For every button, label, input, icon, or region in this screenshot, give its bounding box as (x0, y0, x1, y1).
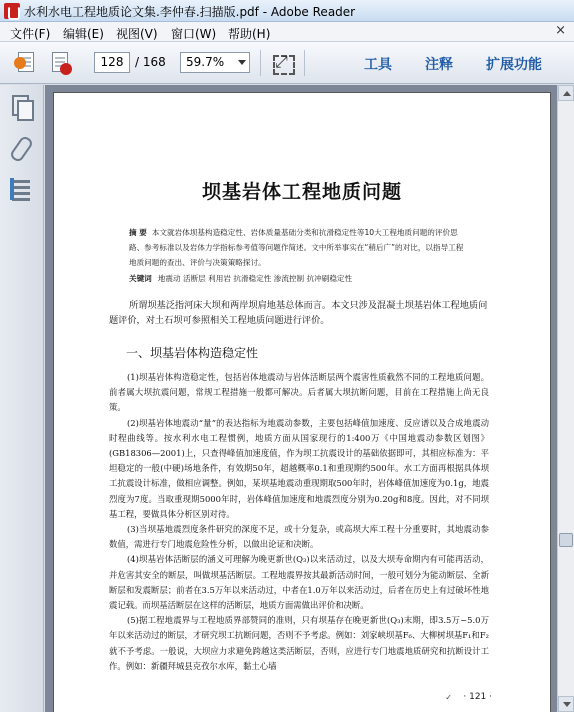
keywords-text: 地震动 活断层 利用岩 抗滑稳定性 渗流控制 抗冲刷稳定性 (157, 274, 353, 283)
zoom-value: 59.7% (186, 55, 225, 69)
attachment-icon[interactable] (10, 136, 32, 160)
bookmarks-icon[interactable] (10, 178, 32, 202)
previous-view-icon[interactable] (14, 51, 40, 75)
fit-window-icon[interactable] (270, 52, 294, 74)
menu-file[interactable]: 文件(F) (10, 27, 51, 41)
document-viewport[interactable] (45, 85, 557, 712)
abstract (129, 225, 469, 270)
toolbar (0, 42, 574, 84)
page-number-input[interactable]: 128 (94, 52, 130, 73)
scroll-thumb[interactable] (559, 533, 573, 547)
page-number: · 121 · (463, 692, 492, 702)
abstract-text: 本文就岩体坝基构造稳定性、岩体质量基础分类和抗滑稳定性等10大工程地质问题的评价思路、参考标准以及岩体力学指标参考值等问题作简述。文中所举事实在“稍后广”的对比，以指导工程地质问题的查出、评价与决策策略探讨。 (129, 228, 464, 267)
pages-icon[interactable] (10, 95, 32, 119)
page-total: / 168 (135, 55, 166, 69)
menu-edit[interactable]: 编辑(E) (63, 27, 104, 41)
keywords (129, 273, 479, 284)
paper-title: 坝基岩体工程地质问题 (201, 181, 402, 203)
scroll-up-icon[interactable] (558, 85, 574, 101)
menu-view[interactable]: 视图(V) (116, 27, 158, 41)
pdf-page (53, 92, 551, 712)
toolbar-separator (260, 50, 261, 76)
body-text (109, 370, 489, 674)
toolbar-separator (304, 50, 305, 76)
paragraph: (1)坝基岩体构造稳定性，包括岩体地震动与岩体活断层两个震害性质截然不同的工程地质问题。前者属大坝抗震问题，常规工程措施一般都可解决。后者属大坝抗断问题，目前在工程措施上尚无良策。 (109, 372, 489, 413)
adobe-reader-icon (4, 3, 20, 19)
title-bar (0, 0, 574, 22)
zoom-select[interactable] (180, 52, 250, 73)
keywords-label: 关键词 (129, 274, 152, 283)
page-mark: ✓ (445, 693, 452, 702)
paragraph: (2)坝基岩体地震动“量”的表达指标为地震动参数，主要包括峰值加速度、反应谱以及合成地震动时程曲线等。按水利水电工程惯例，地质方面从国家现行的1:400万《中国地震动参数区划图》(GB18306—2001)上，只查得峰值加速度值，作为坝工抗震设计的基础依据即可，其相应标准为：平坦稳定的一般(中硬)场地条件，有效期50年，超越概率0.1和重现期约500年。水工方面再根据具体坝工抗震设计标准，做相应调整。例如，某坝基地震动重现期取500年时，岩体峰值加速度为0.1g，地震烈度为7度。当取重现期5000年时，岩体峰值加速度和地震烈度分别为0.20g和8度。因此，对不同坝基工程，要做具体分析区别对待。 (109, 417, 489, 519)
section-title: 一、坝基岩体构造稳定性 (126, 346, 259, 360)
paragraph: (4)坝基岩体活断层的涵义可理解为晚更新世(Q₃)以来活动过，以及大坝寿命期内有可能再活动，并危害其安全的断层，叫做坝基活断层。工程地震界按其最新活动时间，一般可划分为能动断层、全新断层和发震断层；前者在3.5万年以来活动过，中者在1.0万年以来活动过，后者在历史上有过破坏性地震记载。而坝基活断层在这样的活断层，地质方面需做出评价和决断。 (109, 554, 489, 611)
menu-bar (0, 22, 574, 42)
abstract-label: 摘 要 (129, 228, 147, 237)
window-title: 水利水电工程地质论文集.李仲春.扫描版.pdf - Adobe Reader (24, 5, 356, 19)
intro-paragraph: 所谓坝基泛指河床大坝和两岸坝肩地基总体而言。本文只涉及混凝土坝基岩体工程地质问题评价，对土石坝可参照相关工程地质问题进行评价。 (109, 300, 488, 326)
scroll-down-icon[interactable] (558, 696, 574, 712)
next-view-icon[interactable] (48, 51, 74, 75)
chevron-down-icon[interactable] (238, 60, 246, 65)
paragraph: (5)据工程地震界与工程地质界部赞同的准则，只有坝基存在晚更新世(Q₃)末期，即3.5万~5.0万年以来活动过的断层，才研究坝工抗断问题，否则不予考虑。例如：刘家峡坝基F₆、大柳树坝基F₁和F₂就不予考虑。一般说，大坝应力求避免跨越这类活断层，否则，应进行专门地震地质研究和抗断设计工作。例如：新疆拜城县克孜尔水库，黏土心墙 (109, 615, 489, 671)
navigation-panel (0, 85, 44, 712)
extended-button[interactable]: 扩展功能 (486, 57, 542, 73)
comment-button[interactable]: 注释 (425, 57, 453, 73)
tools-button[interactable]: 工具 (364, 57, 392, 73)
menu-window[interactable]: 窗口(W) (171, 27, 217, 41)
paragraph: (3)当坝基地震烈度条件研究的深度不足，或十分复杂，或高坝大库工程十分重要时，其地震动参数值，需进行专门地震危险性分析，以做出论证和决断。 (109, 524, 489, 550)
close-document-icon[interactable]: × (555, 23, 566, 38)
menu-help[interactable]: 帮助(H) (228, 27, 271, 41)
vertical-scrollbar[interactable] (557, 85, 574, 712)
